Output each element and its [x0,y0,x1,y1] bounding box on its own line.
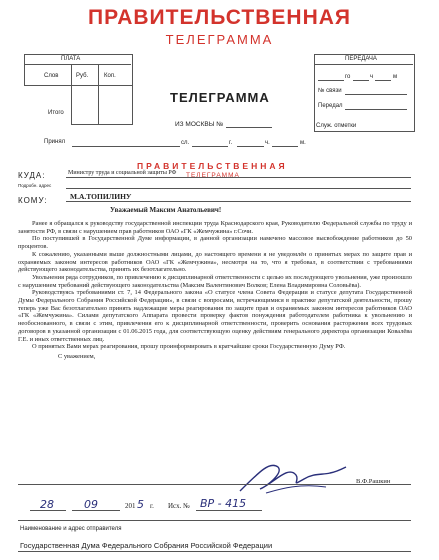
date-day: 28 [40,498,54,511]
ish-label: Исх. № [168,502,190,510]
itogo-label: Итого [48,110,64,116]
no-svyazi-label: № связи [318,88,342,94]
paragraph-3: К сожалению, указанными выше должностными лицами, до настоящего времени я не уведомлён о принятых мерах по защите прав и охраняемых законом интересов работников ОАО «ГК «Жемчужина», несмотря на то, что я требовал, в соответствии с требованиями действующего законодательства, принять их безотлагательно. [18,250,412,274]
signer-name: В.Ф.Рашкин [356,478,391,485]
paragraph-6: О принятых Вами мерах реагирования, прошу проинформировать в кратчайшие сроки Государственную Думу РФ. [32,343,346,351]
stamp-line1: ПРАВИТЕЛЬСТВЕННАЯ [137,161,288,171]
plata-label: ПЛАТА [61,56,81,62]
letter-body [18,220,412,361]
year-prefix: 201 [125,502,136,510]
komu-value: М.А.ТОПИЛИНУ [70,192,132,201]
form-title: ТЕЛЕГРАММА [170,90,270,105]
prinyal-label: Принял [44,139,66,145]
kuda-label: КУДА: [18,171,46,180]
closing: С уважением, [58,352,96,360]
m-short-label: м [393,74,398,80]
kop-label: Коп. [104,73,116,79]
paragraph-2: По поступившей в Государственной Думе информации, в данной организации намечено массовое высвобождение работников до 50 процентов. [18,235,412,251]
sl-label: сл. [181,140,190,146]
slov-label: Слов [44,73,59,79]
peredacha-label: ПЕРЕДАЧА [345,56,377,62]
greeting: Уважаемый Максим Анатольевич! [110,206,222,214]
stamp-line2: ТЕЛЕГРАММА [186,172,240,179]
ch-short-label: ч [370,74,374,80]
peredal-label: Передал [318,103,343,109]
podrob-label: Подробн. адрес [18,183,52,188]
m-label: м. [300,140,306,146]
sender-label: Наименование и адрес отправителя [20,526,122,532]
komu-label: КОМУ: [18,196,48,205]
year-hand: 5 [137,498,144,511]
rub-label: Руб. [76,73,89,79]
kuda-value: Министру труда и социальной защиты РФ [68,170,177,176]
paragraph-5: Руководствуясь требованиями ст. 7, 14 Федерального закона «О статусе члена Совета Федерации и статусе депутата Государственной Думы Федерального Собрания Российской Федерации», в связи с вопросами, встречающимися в практике депутатской деятельности, прошу теперь уже Вас безотлагательно принять надлежащие меры реагирования по защите прав и охраняемых законом интересов работников ОАО «ГК «Жемчужина». Силами депутатского Аппарата провести проверку фактов понуждения работодателем работника к увольнению и необоснованного, в связи с этим, привлечения его к дисциплинарной ответственности, проверить основания расторжения всех трудовых договоров в указанной организации с 01.06.2015 года, для соответствующую оценку действиям генерального директора организации Ковалёва Г.Е. и иных ответственных лиц. [18,289,412,343]
paragraph-1: Ранее я обращался к руководству государственной инспекции труда Краснодарского края, Руководителю Федеральной службы по труду и занятости РФ, в связи с нарушением прав работников ОАО «ГК «Жемчужина» г.Сочи. [18,220,412,235]
signature-image [230,453,350,503]
date-month: 09 [84,498,98,511]
telegram-header-subtitle: ТЕЛЕГРАММА [165,32,274,47]
sluzh-otmetki-label: Служ. отметки [316,123,357,129]
paragraph-4: Увольнения ряда сотрудников, по привлечению к дисциплинарной ответственности с целью их последующего увольнения, уже произошло с нарушением требований действующего законодательства (Максим Валентинович Волков; Елена Владимировна Соловьёва). [18,273,412,289]
telegram-header-title: ПРАВИТЕЛЬСТВЕННАЯ [87,6,352,29]
year-suffix: г. [150,502,154,510]
g-label: г. [229,140,233,146]
iz-moskvy-label: ИЗ МОСКВЫ № [175,121,224,128]
ch-label: ч. [265,140,270,146]
sender-value: Государственная Дума Федерального Собрания Российской Федерации [20,541,273,550]
go-label: го [345,74,351,80]
ish-value: ВР - 415 [200,497,247,510]
